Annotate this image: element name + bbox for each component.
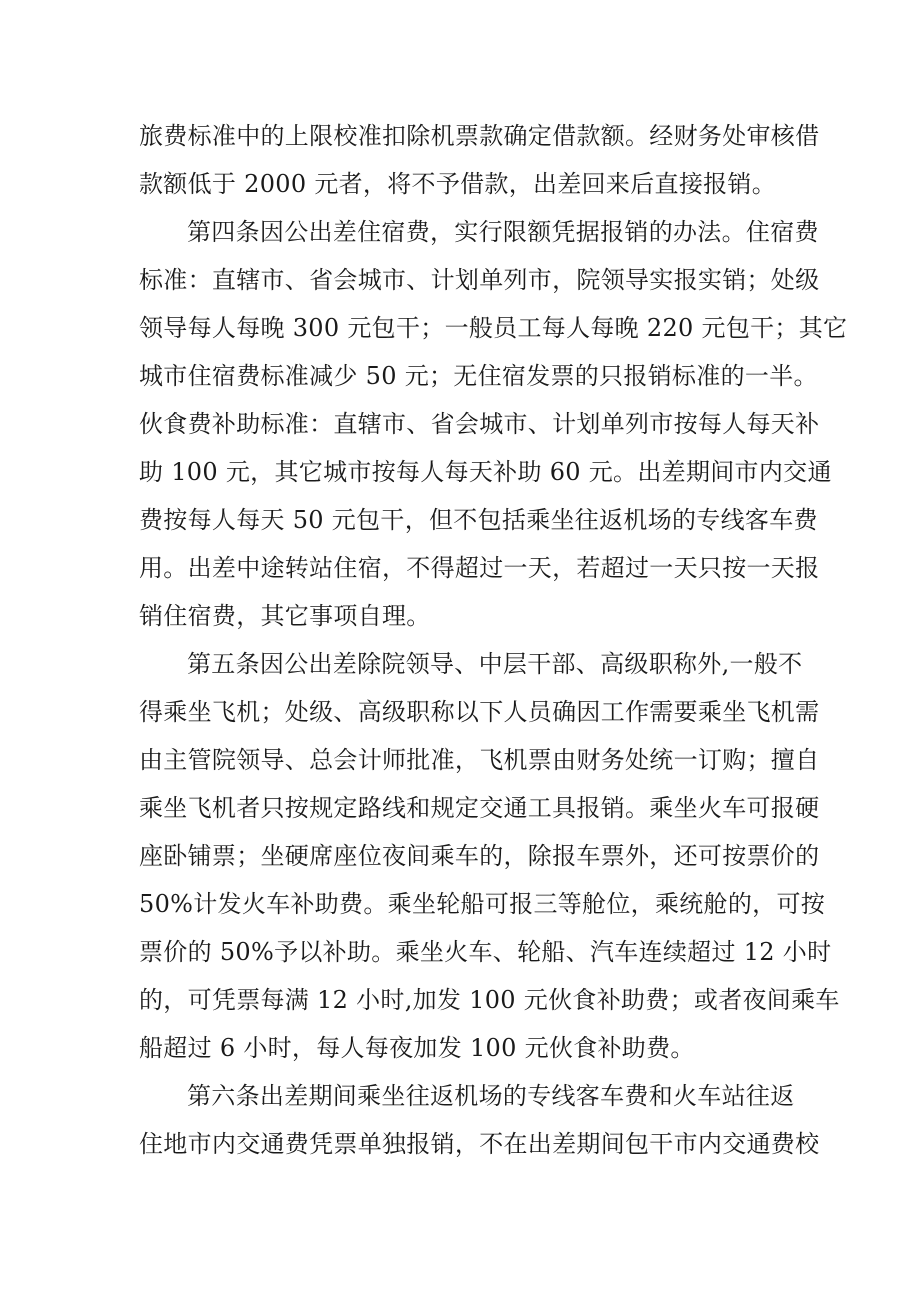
text-line: 旅费标准中的上限校准扣除机票款确定借款额。经财务处审核借	[139, 122, 820, 150]
text-line: 由主管院领导、总会计师批准，飞机票由财务处统一订购；擅自	[139, 746, 820, 774]
text-line: 用。出差中途转站住宿，不得超过一天，若超过一天只按一天报	[139, 554, 820, 582]
text-line: 得乘坐飞机；处级、高级职称以下人员确因工作需要乘坐飞机需	[139, 698, 820, 726]
paragraph-start-line: 第四条因公出差住宿费，实行限额凭据报销的办法。住宿费	[187, 218, 819, 246]
text-line: 费按每人每天 50 元包干，但不包括乘坐往返机场的专线客车费	[139, 506, 818, 534]
text-line: 船超过 6 小时，每人每夜加发 100 元伙食补助费。	[139, 1034, 695, 1062]
paragraph-start-line: 第六条出差期间乘坐往返机场的专线客车费和火车站往返	[187, 1082, 795, 1110]
text-line: 住地市内交通费凭票单独报销，不在出差期间包干市内交通费校	[139, 1130, 820, 1158]
text-line: 领导每人每晚 300 元包干；一般员工每人每晚 220 元包干；其它	[139, 314, 848, 342]
text-line: 销住宿费，其它事项自理。	[139, 602, 431, 630]
text-line: 票价的 50%予以补助。乘坐火车、轮船、汽车连续超过 12 小时	[139, 938, 832, 966]
paragraph-start-line: 第五条因公出差除院领导、中层干部、高级职称外,一般不	[187, 650, 803, 678]
text-line: 标准：直辖市、省会城市、计划单列市，院领导实报实销；处级	[139, 266, 820, 294]
text-line: 乘坐飞机者只按规定路线和规定交通工具报销。乘坐火车可报硬	[139, 794, 820, 822]
text-line: 款额低于 2000 元者，将不予借款，出差回来后直接报销。	[139, 170, 777, 198]
text-line: 城市住宿费标准减少 50 元；无住宿发票的只报销标准的一半。	[139, 362, 818, 390]
text-line: 座卧铺票；坐硬席座位夜间乘车的，除报车票外，还可按票价的	[139, 842, 820, 870]
text-line: 伙食费补助标准：直辖市、省会城市、计划单列市按每人每天补	[139, 410, 820, 438]
text-line: 50%计发火车补助费。乘坐轮船可报三等舱位，乘统舱的，可按	[139, 890, 826, 918]
text-line: 的，可凭票每满 12 小时,加发 100 元伙食补助费；或者夜间乘车	[139, 986, 840, 1014]
text-line: 助 100 元，其它城市按每人每天补助 60 元。出差期间市内交通	[139, 458, 832, 486]
